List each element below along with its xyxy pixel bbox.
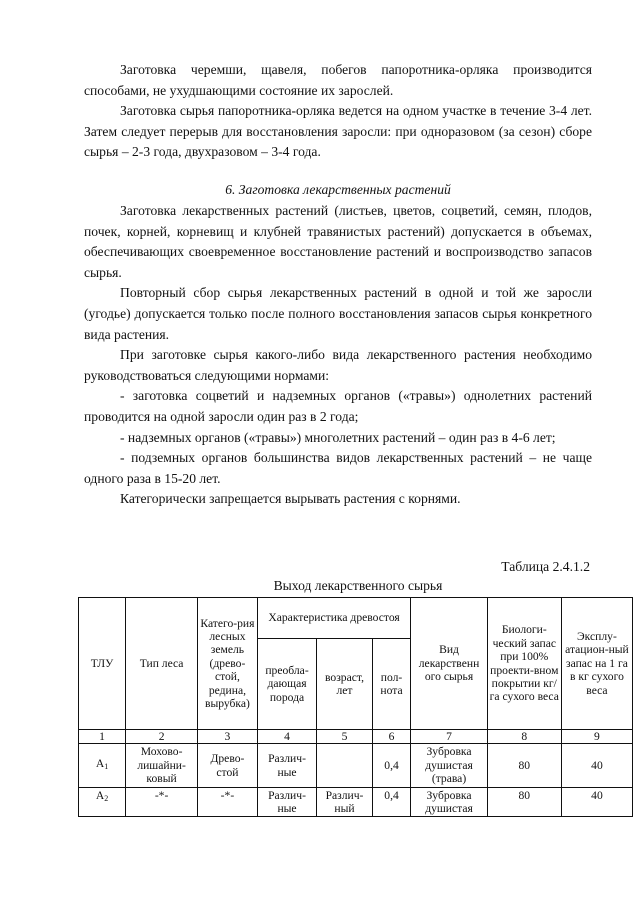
cell-category: Древо-стой — [198, 744, 258, 787]
paragraph: Заготовка черемши, щавеля, побегов папоротника-орляка производится способами, не ухудшающими состояние их зарослей. — [84, 62, 592, 98]
table-title: Выход лекарственного сырья — [273, 578, 443, 593]
cell-age: Различ-ный — [317, 787, 372, 817]
section-body — [84, 201, 592, 510]
column-number: 6 — [372, 730, 411, 744]
header-stand: Характеристика древостоя — [257, 598, 411, 639]
list-item: - подземных органов большинства видов лекарственных растений – не чаще одного раза в 15-20 лет. — [84, 450, 592, 486]
header-species: Вид лекарственн ого сырья — [411, 598, 487, 730]
cell-dominant: Различ-ные — [257, 787, 317, 817]
list-item: - надземных органов («травы») многолетних растений – один раз в 4-6 лет; — [120, 429, 556, 445]
header-category: Катего-рия лесных земель (древо-стой, редина, вырубка) — [198, 598, 258, 730]
cell-dominant: Различ-ные — [257, 744, 317, 787]
paragraph: Заготовка лекарственных растений (листьев, цветов, соцветий, семян, плодов, почек, корней, корневищ и клубней травянистых растений) допускается в объемах, обеспечивающих своевременное восстановление растений и воспроизводство запасов сырья. — [84, 203, 592, 280]
cell-tlu: $А_2$ — [79, 787, 126, 817]
column-number: 7 — [411, 730, 487, 744]
cell-category: -*- — [198, 787, 258, 817]
paragraph: Категорически запрещается вырывать растения с корнями. — [120, 491, 461, 507]
paragraph: При заготовке сырья какого-либо вида лекарственного растения необходимо руководствоваться следующими нормами: — [84, 347, 592, 383]
column-number: 5 — [317, 730, 372, 744]
cell-forest-type: Мохово-лишайни-ковый — [126, 744, 198, 787]
column-number: 3 — [198, 730, 258, 744]
section-heading: 6. Заготовка лекарственных растений — [225, 182, 451, 197]
list-item: - заготовка соцветий и надземных органов («травы») однолетних растений проводится на одной заросли один раз в 2 года; — [84, 388, 592, 424]
table-row — [79, 787, 633, 817]
column-number: 9 — [561, 730, 632, 744]
column-number: 4 — [257, 730, 317, 744]
header-tlu: ТЛУ — [79, 598, 126, 730]
column-number: 1 — [79, 730, 126, 744]
cell-bio-stock: 80 — [487, 787, 561, 817]
header-exploit-stock: Эксплу-атацион-ный запас на 1 га в кг сухого веса — [561, 598, 632, 730]
column-number-row — [79, 730, 633, 744]
cell-species: Зубровка душистая — [411, 787, 487, 817]
cell-exploit-stock: 40 — [561, 744, 632, 787]
intro-text — [84, 60, 592, 163]
cell-exploit-stock: 40 — [561, 787, 632, 817]
header-dominant: преобла-дающая порода — [257, 639, 317, 730]
cell-bio-stock: 80 — [487, 744, 561, 787]
cell-density: 0,4 — [372, 744, 411, 787]
table-number: Таблица 2.4.1.2 — [501, 559, 590, 574]
cell-tlu: $А_1$ — [79, 744, 126, 787]
cell-species: Зубровка душистая (трава) — [411, 744, 487, 787]
column-number: 2 — [126, 730, 198, 744]
header-age: возраст, лет — [317, 639, 372, 730]
cell-forest-type: -*- — [126, 787, 198, 817]
paragraph: Повторный сбор сырья лекарственных растений в одной и той же заросли (угодье) допускается только после полного восстановления запасов сырья конкретного вида растения. — [84, 285, 592, 342]
header-forest-type: Тип леса — [126, 598, 198, 730]
table-row — [79, 744, 633, 787]
column-number: 8 — [487, 730, 561, 744]
header-bio-stock: Биологи-ческий запас при 100% проекти-вном покрытии кг/ га сухого веса — [487, 598, 561, 730]
cell-age — [317, 744, 372, 787]
cell-density: 0,4 — [372, 787, 411, 817]
header-density: пол-нота — [372, 639, 411, 730]
table-header-row — [79, 598, 633, 639]
medicinal-yield-table — [78, 597, 633, 817]
paragraph: Заготовка сырья папоротника-орляка ведется на одном участке в течение 3-4 лет. Затем следует перерыв для восстановления заросли: при одноразовом (за сезон) сборе сырья – 2-3 года, двухразовом – 3-4 года. — [84, 103, 592, 160]
